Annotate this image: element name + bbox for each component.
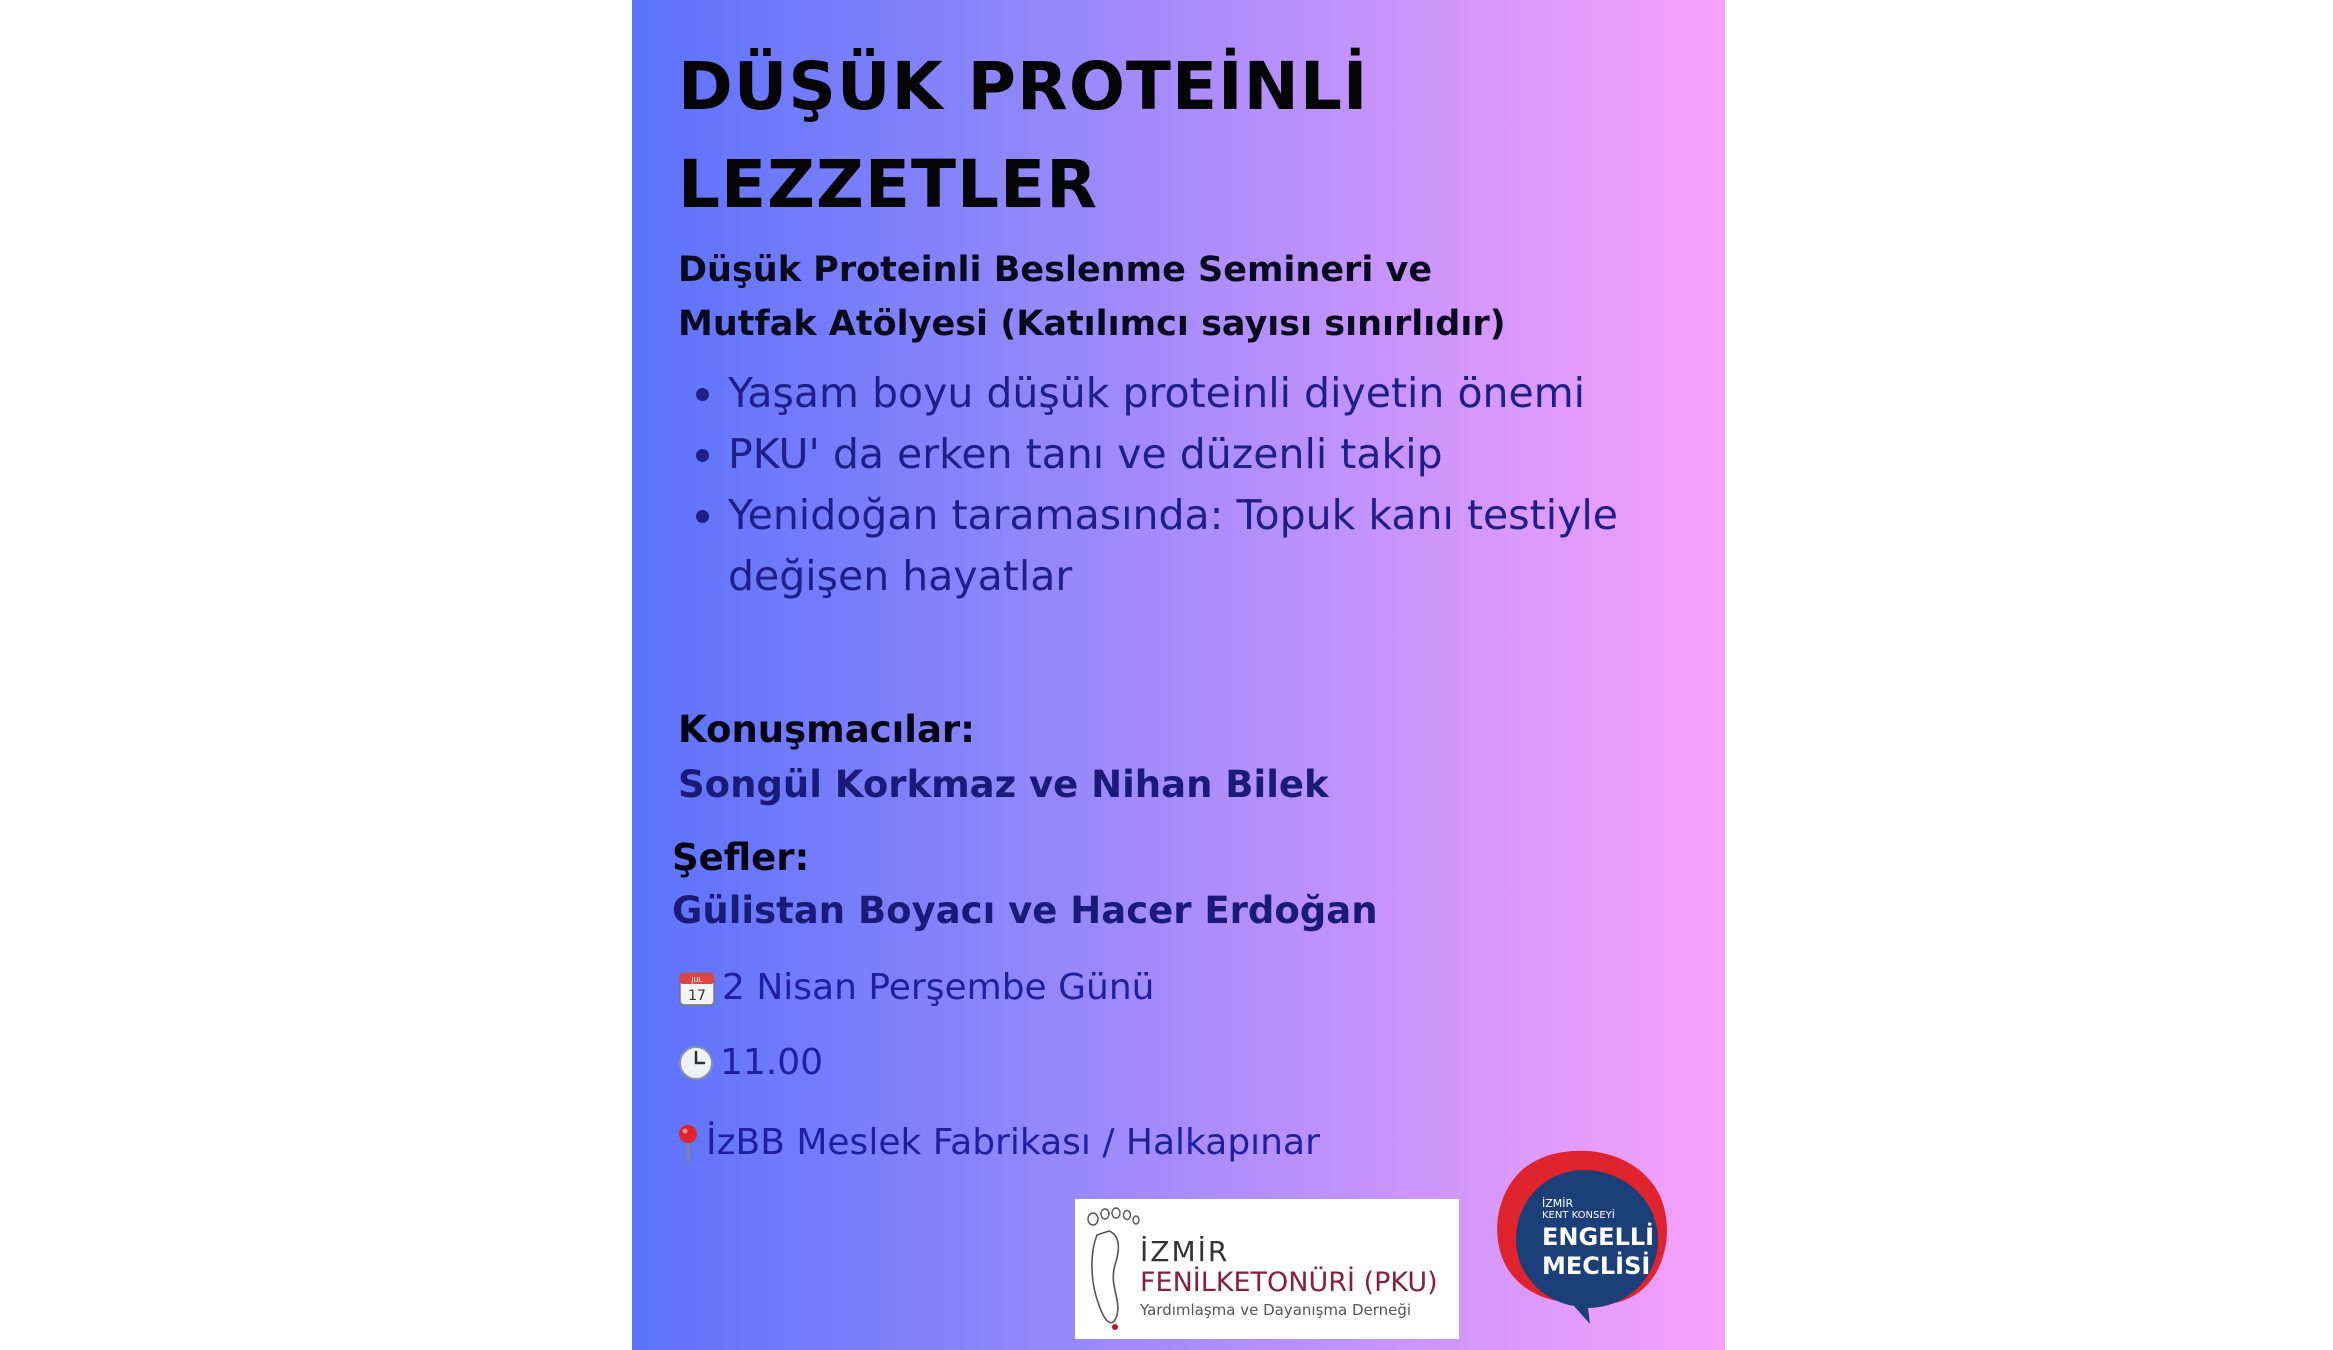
poster-title — [678, 38, 1678, 234]
pku-logo-name: FENİLKETONÜRİ (PKU) — [1140, 1267, 1438, 1298]
subtitle-line-2: Mutfak Atölyesi (Katılımcı sayısı sınırlıdır) — [678, 304, 1506, 344]
speakers-names: Songül Korkmaz ve Nihan Bilek — [678, 763, 1329, 806]
pin-icon — [676, 1123, 700, 1163]
event-location — [676, 1118, 1320, 1168]
calendar-month: JUL — [691, 976, 703, 984]
topic-item: • Yaşam boyu düşük proteinli diyetin önemi — [728, 363, 1628, 424]
title-line-1: DÜŞÜK PROTEİNLİ — [678, 48, 1369, 125]
pku-logo-tagline: Yardımlaşma ve Dayanışma Derneği — [1140, 1301, 1412, 1319]
topic-list — [678, 363, 1628, 607]
engelli-logo-city: İZMİR — [1542, 1197, 1574, 1210]
pku-logo-city: İZMİR — [1140, 1235, 1230, 1268]
event-date-text: 2 Nisan Perşembe Günü — [722, 967, 1155, 1008]
calendar-icon — [678, 969, 716, 1007]
calendar-day: 17 — [688, 988, 706, 1004]
engelli-logo-text — [1542, 1198, 1662, 1280]
chefs-label: Şefler: — [672, 836, 810, 879]
topic-item: • Yenidoğan taramasında: Topuk kanı testiyle değişen hayatlar — [728, 485, 1628, 607]
speakers-label: Konuşmacılar: — [678, 708, 975, 751]
title-line-2: LEZZETLER — [678, 146, 1098, 223]
engelli-logo-word1: ENGELLİ — [1542, 1223, 1655, 1251]
engelli-logo-council: KENT KONSEYİ — [1542, 1210, 1615, 1221]
topic-item: • PKU' da erken tanı ve düzenli takip — [728, 424, 1628, 485]
event-date — [678, 963, 1155, 1013]
engelli-meclisi-logo — [1494, 1148, 1674, 1330]
chefs-names: Gülistan Boyacı ve Hacer Erdoğan — [672, 889, 1378, 932]
subtitle-line-1: Düşük Proteinli Beslenme Semineri ve — [678, 250, 1433, 290]
event-time-text: 11.00 — [720, 1042, 824, 1083]
poster-subtitle — [678, 243, 1688, 351]
event-time — [678, 1038, 823, 1088]
engelli-logo-word2: MECLİSİ — [1542, 1252, 1651, 1280]
event-poster — [632, 0, 1725, 1350]
event-location-text: İzBB Meslek Fabrikası / Halkapınar — [706, 1122, 1320, 1163]
pku-association-logo — [1075, 1199, 1459, 1339]
clock-icon — [678, 1045, 714, 1081]
